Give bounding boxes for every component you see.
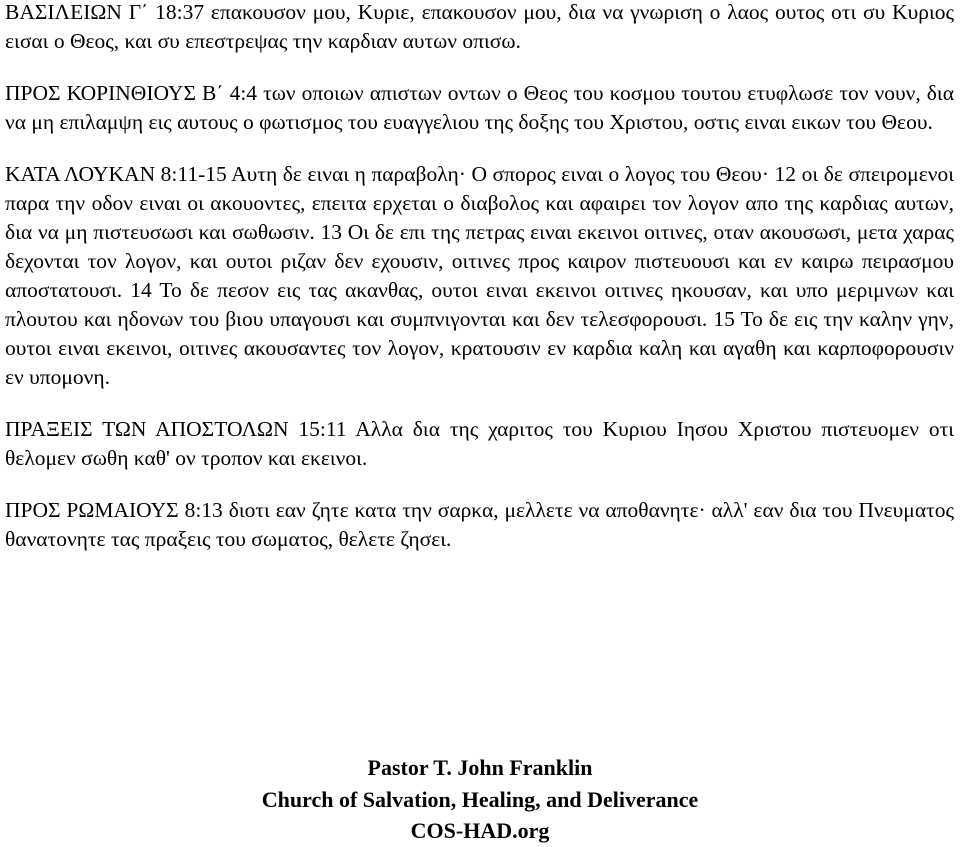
verse-2-corinthians-4-4: ΠΡΟΣ ΚΟΡΙΝΘΙΟΥΣ Β΄ 4:4 των οποιων απιστων οντων ο Θεος του κοσμου τουτου ετυφλωσε τον νουν, δια να μη επιλαμψη εις αυτους ο φωτισμος του ευαγγελιου της δοξης του Χριστου, οστις ειναι εικων του Θεου. (5, 81, 954, 134)
church-name: Church of Salvation, Healing, and Deliverance (261, 786, 699, 812)
website-text: COS-HAD.org (410, 818, 550, 843)
signature-footer (0, 752, 960, 847)
verse-kings-18-37: ΒΑΣΙΛΕΙΩΝ Γ΄ 18:37 επακουσον μου, Κυριε, επακουσον μου, δια να γνωριση ο λαος ουτος οτι συ Κυριος εισαι ο Θεος, και συ επεστρεψας την καρδιαν αυτων οπισω. (5, 0, 954, 53)
verse-romans-8-13: ΠΡΟΣ ΡΩΜΑΙΟΥΣ 8:13 διοτι εαν ζητε κατα την σαρκα, μελλετε να αποθανητε· αλλ' εαν δια του Πνευματος θανατονητε τας πραξεις του σωματος, θελετε ζησει. (5, 498, 954, 551)
document-body (5, 0, 954, 554)
pastor-name: Pastor T. John Franklin (367, 755, 593, 780)
verse-luke-8-11-15: ΚΑΤΑ ΛΟΥΚΑΝ 8:11-15 Αυτη δε ειναι η παραβολη· Ο σπορος ειναι ο λογος του Θεου· 12 οι δε σπειρομενοι παρα την οδον ειναι οι ακουοντες, επειτα ερχεται ο διαβολος και αφαιρει τον λογον απο της καρδιας αυτων, δια να μη πιστευσωσι και σωθωσιν. 13 Οι δε επι της πετρας ειναι εκεινοι οιτινες, οταν ακουσωσι, μετα χαρας δεχονται τον λογον, και ουτοι ριζαν δεν εχουσιν, οιτινες προς καιρον πιστευουσι και εν καιρω πειρασμου αποστατουσι. 14 Το δε πεσον εις τας ακανθας, ουτοι ειναι εκεινοι οιτινες ηκουσαν, και υπο μεριμνων και πλουτου και ηδονων του βιου υπαγουσι και συμπνιγονται και δεν τελεσφορουσι. 15 Το δε εις την καλην γην, ουτοι ειναι εκεινοι, οιτινες ακουσαντες τον λογον, κρατουσιν εν καρδια καλη και αγαθη και καρποφορουσιν εν υπομονη. (5, 162, 954, 389)
verse-acts-15-11: ΠΡΑΞΕΙΣ ΤΩΝ ΑΠΟΣΤΟΛΩΝ 15:11 Αλλα δια της χαριτος του Κυριου Ιησου Χριστου πιστευομεν οτι θελομεν σωθη καθ' ον τροπον και εκεινοι. (5, 417, 954, 470)
